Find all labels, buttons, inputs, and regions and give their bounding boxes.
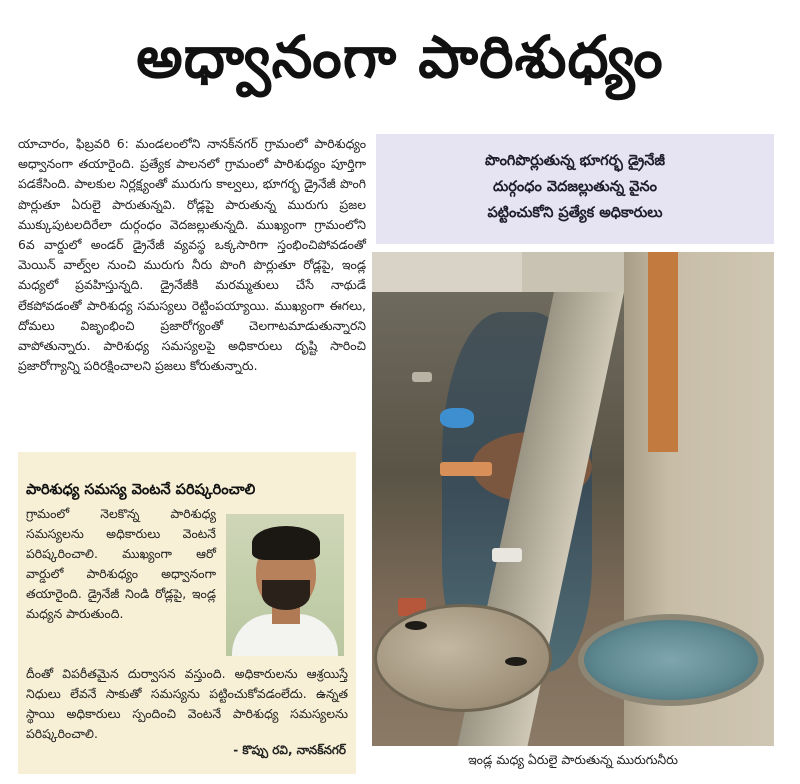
- subhead-line-3: పట్టించుకోని ప్రత్యేక అధికారులు: [487, 205, 663, 221]
- portrait-beard: [262, 580, 310, 610]
- subhead-line-1: పొంగిపొర్లుతున్న భూగర్భ డ్రైనేజీ: [484, 153, 666, 169]
- subhead-box: [376, 134, 774, 244]
- photo-wall-strip: [648, 252, 678, 452]
- photo-lid-hole: [405, 621, 427, 630]
- portrait-hair: [252, 526, 320, 560]
- sewage-photo: [372, 252, 774, 746]
- photo-trash-white: [492, 548, 522, 562]
- photo-trash-blue: [440, 408, 474, 428]
- headline: అధ్వానంగా పారిశుధ్యం: [136, 22, 664, 91]
- photo-lid-hole: [505, 657, 527, 666]
- quote-box: [18, 452, 356, 774]
- photo-open-manhole: [578, 614, 764, 706]
- quote-title: పారిశుధ్య సమస్య వెంటనే పరిష్కరించాలి: [26, 482, 256, 498]
- quote-signature: - కొప్పు రవి, నానక్‌నగర్: [233, 743, 346, 757]
- article-body: యాచారం, ఫిబ్రవరి 6: మండలంలోని నానక్‌నగర్ గ్రామంలో పారిశుధ్యం అధ్వానంగా తయారైంది. ప్రత్యేక పాలనలో గ్రామంలో పారిశుధ్యం పూర్తిగా పడకేసింది. పాలకుల నిర్లక్ష్యంతో మురుగు కాల్వలు, భూగర్భ డ్రైనేజీ పొంగి పొర్లుతూ ఏరులై పారుతున్నవి. రోడ్లపై పారుతున్న మురుగు ప్రజల ముక్కుపుటలదిరేలా దుర్గంధం వెదజల్లుతున్నది. ముఖ్యంగా గ్రామంలోని 6వ వార్డులో అండర్ డ్రైనేజీ వ్యవస్థ ఒక్కసారిగా స్తంభించిపోవడంతో మెయిన్ వాల్వ్‌ల నుంచి మురుగు నీరు పొంగి పొర్లుతూ రోడ్లపై, ఇండ్ల మధ్యలో ప్రవహిస్తున్నది. డ్రైనేజీకి మరమ్మతులు చేసే నాథుడే లేకపోవడంతో పారిశుధ్య సమస్యలు రెట్టింపయ్యాయి. ముఖ్యంగా ఈగలు, దోమలు విజృంభించి ప్రజారోగ్యంతో చెలగాటమాడుతున్నారని వాపోతున్నారు. పారిశుధ్య సమస్యలపై అధికారులు దృష్టి సారించి ప్రజారోగ్యాన్ని పరిరక్షించాలని ప్రజలు కోరుతున్నారు.: [18, 136, 366, 374]
- subhead-line-2: దుర్గంధం వెదజల్లుతున్న వైనం: [493, 179, 657, 195]
- quote-text-narrow: గ్రామంలో నెలకొన్న పారిశుధ్య సమస్యలను అధికారులు వెంటనే పరిష్కరించాలి. ముఖ్యంగా ఆరో వార్డులో పారిశుధ్యం అధ్వానంగా తయారైంది. డ్రైనేజీ నిండి రోడ్లపై, ఇండ్ల మధ్యన పారుతుంది.: [26, 506, 216, 621]
- photo-trash-scrap: [412, 372, 432, 382]
- person-photo: [226, 514, 344, 656]
- photo-trash-bottle: [440, 462, 492, 476]
- quote-text-full: దీంతో విపరీతమైన దుర్వాసన వస్తుంది. అధికారులను ఆశ్రయిస్తే నిధులు లేవనే సాకుతో సమస్యను పట్టించుకోవడంలేదు. ఉన్నత స్థాయి అధికారులు స్పందించి వెంటనే పారిశుధ్య సమస్యలను పరిష్కరించాలి.: [26, 666, 348, 741]
- photo-manhole-lid: [374, 604, 552, 712]
- photo-caption: ఇండ్ల మధ్య ఏరులై పారుతున్న మురుగునీరు: [468, 751, 678, 767]
